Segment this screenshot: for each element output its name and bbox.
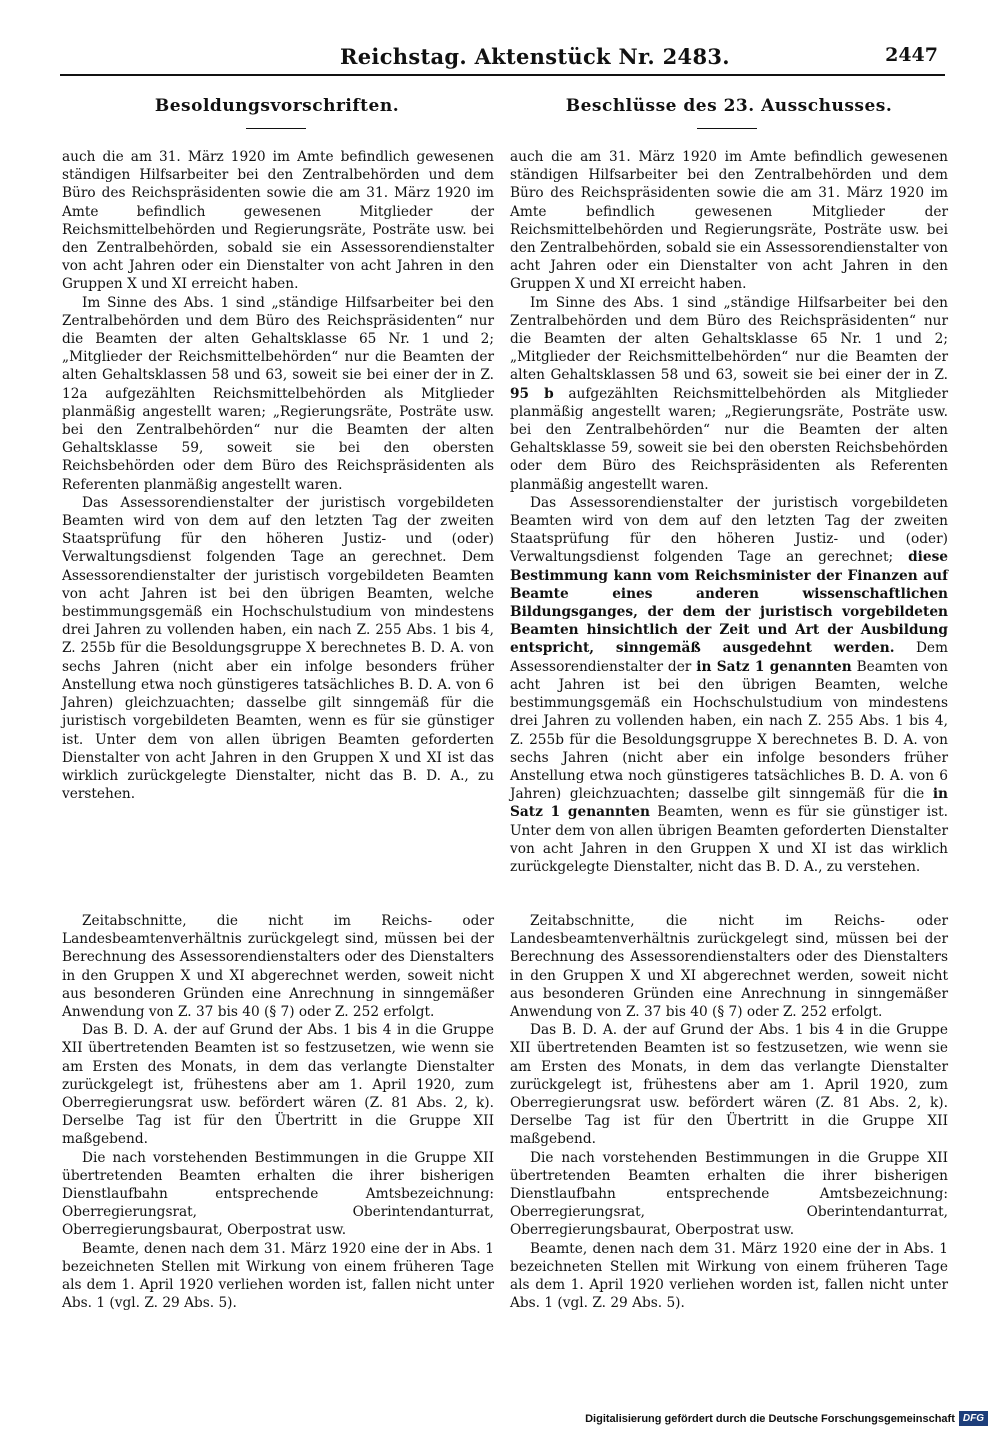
page-header [0,44,1000,74]
paragraph: auch die am 31. März 1920 im Amte befindlich gewesenen ständigen Hilfsarbeiter bei den Zentralbehörden und dem Büro des Reichspräsidenten sowie die am 31. März 1920 im Amte befindlich gewesenen Mitglieder der Reichsmittelbehörden und Regierungsräte, Posträte usw. bei den Zentralbehörden, sobald sie ein Assessorendienstalter von acht Jahren oder ein Dienstalter von acht Jahren in den Gruppen X und XI erreicht haben. [62,149,494,293]
paragraph: Beamte, denen nach dem 31. März 1920 eine der in Abs. 1 bezeichneten Stellen mit Wirkung von einem früheren Tage als dem 1. April 1920 verliehen worden ist, fallen nicht unter Abs. 1 (vgl. Z. 29 Abs. 5). [510,1240,948,1312]
paragraph: Im Sinne des Abs. 1 sind „ständige Hilfsarbeiter bei den Zentralbehörden und dem Büro des Reichspräsidenten“ nur die Beamten der alten Gehaltsklasse 65 Nr. 1 und 2; „Mitglieder der Reichsmittelbehörden“ nur die Beamten der alten Gehaltsklassen 58 und 63, soweit sie bei einer der in Z. 12a aufgezählten Reichsmittelbehörden als Mitglieder planmäßig angestellt waren; „Regierungsräte, Posträte usw. bei den Zentralbehörden“ nur die Beamten der alten Gehaltsklasse 59, soweit sie bei den obersten Reichsbehörden oder dem Büro des Reichspräsidenten als Referenten planmäßig angestellt waren. [62,294,494,493]
left-column-bottom [62,912,494,1312]
paragraph: Zeitabschnitte, die nicht im Reichs- oder Landesbeamtenverhältnis zurückgelegt sind, müssen bei der Berechnung des Assessorendienstalters oder des Dienstalters in den Gruppen X und XI abgerechnet werden, soweit nicht aus besonderen Gründen eine Anrechnung in sinngemäßer Anwendung von Z. 37 bis 40 (§ 7) oder Z. 252 erfolgt. [62,913,494,1021]
text-run: aufgezählten Reichsmittelbehörden als Mitglieder planmäßig angestellt waren; „Regierungsräte, Posträte usw. bei den Zentralbehörden“ nur die Beamten der alten Gehaltsklasse 59, soweit sie bei den obersten Reichsbehörden oder dem Büro des Reichspräsidenten als Referenten planmäßig angestellt waren. [510,385,948,493]
paragraph [510,294,948,494]
text-run: Das Assessorendienstalter der juristisch vorgebildeten Beamten wird von dem auf den letzten Tag der zweiten Staatsprüfung für den höheren Justiz- und (oder) Verwaltungsdienst folgenden Tage an gerechnet; [510,494,948,566]
emphasis-text: diese Bestimmung kann vom Reichsminister der Finanzen auf Beamte eines anderen wissenschaftlichen Bildungsganges, der dem der juristisch vorgebildeten Beamten hinsichtlich der Zeit und Art der Ausbildung entspricht, sinngemäß ausgedehnt werden. [510,549,948,657]
emphasis-text: in Satz 1 genannten [510,786,948,821]
right-heading-rule [697,128,757,129]
text-run: Beamten von acht Jahren ist bei den übrigen Beamten, welche bestimmungsgemäß ein Hochschulstudium von mindestens drei Jahren zu vollenden haben, ein nach Z. 255 Abs. 1 bis 4, Z. 255b für die Besoldungsgruppe X berechnetes B. D. A. von sechs Jahren (nicht aber ein infolge besonders früher Anstellung etwa noch günstigeres tatsächliches B. D. A. von 6 Jahren) gleichzuachten; dasselbe gilt sinngemäß für die [510,658,948,803]
header-rule [60,74,945,76]
paragraph: Das B. D. A. der auf Grund der Abs. 1 bis 4 in die Gruppe XII übertretenden Beamten ist so festzusetzen, wie wenn sie am Ersten des Monats, in dem das verlangte Dienstalter zurückgelegt ist, frühestens aber am 1. April 1920, zum Oberregierungsrat usw. befördert wären (Z. 81 Abs. 2, k). Derselbe Tag ist für den Übertritt in die Gruppe XII maßgebend. [62,1022,494,1148]
right-column-heading: Beschlüsse des 23. Ausschusses. [565,96,893,116]
funding-text: Digitalisierung gefördert durch die Deutsche Forschungsgemeinschaft [585,1412,955,1425]
paragraph: Das Assessorendienstalter der juristisch vorgebildeten Beamten wird von dem auf den letzten Tag der zweiten Staatsprüfung für den höheren Justiz- und (oder) Verwaltungsdienst folgenden Tage an gerechnet. Dem Assessorendienstalter der juristisch vorgebildeten Beamten von acht Jahren ist bei den übrigen Beamten, welche bestimmungsgemäß ein Hochschulstudium von mindestens drei Jahren zu vollenden haben, ein nach Z. 255 Abs. 1 bis 4, Z. 255b für die Besoldungsgruppe X berechnetes B. D. A. von sechs Jahren (nicht aber ein infolge besonders früher Anstellung etwa noch günstigeres tatsächliches B. D. A. von 6 Jahren) gleichzuachten; dasselbe gilt sinngemäß für die juristisch vorgebildeten Beamten, wenn es für sie günstiger ist. Unter dem von allen übrigen Beamten geforderten Dienstalter von acht Jahren in den Gruppen X und XI ist das wirklich zurückgelegte Dienstalter, nicht das B. D. A., zu verstehen. [62,494,494,803]
paragraph: Zeitabschnitte, die nicht im Reichs- oder Landesbeamtenverhältnis zurückgelegt sind, müssen bei der Berechnung des Assessorendienstalters oder des Dienstalters in den Gruppen X und XI abgerechnet werden, soweit nicht aus besonderen Gründen eine Anrechnung in sinngemäßer Anwendung von Z. 37 bis 40 (§ 7) oder Z. 252 erfolgt. [510,913,948,1021]
paragraph [510,494,948,876]
emphasis-text: 95 b [510,385,554,402]
paragraph: Die nach vorstehenden Bestimmungen in die Gruppe XII übertretenden Beamten erhalten die ihrer bisherigen Dienstlaufbahn entsprechende Amtsbezeichnung: Oberregierungsrat, Oberintendanturrat, Oberregierungsbaurat, Oberpostrat usw. [62,1149,494,1239]
paragraph: Beamte, denen nach dem 31. März 1920 eine der in Abs. 1 bezeichneten Stellen mit Wirkung von einem früheren Tage als dem 1. April 1920 verliehen worden ist, fallen nicht unter Abs. 1 (vgl. Z. 29 Abs. 5). [62,1240,494,1312]
left-heading-rule [246,128,306,129]
dfg-logo: DFG [959,1411,988,1426]
paragraph: Die nach vorstehenden Bestimmungen in die Gruppe XII übertretenden Beamten erhalten die ihrer bisherigen Dienstlaufbahn entsprechende Amtsbezeichnung: Oberregierungsrat, Oberintendanturrat, Oberregierungsbaurat, Oberpostrat usw. [510,1149,948,1239]
funding-footer [585,1411,988,1426]
paragraph: Das B. D. A. der auf Grund der Abs. 1 bis 4 in die Gruppe XII übertretenden Beamten ist so festzusetzen, wie wenn sie am Ersten des Monats, in dem das verlangte Dienstalter zurückgelegt ist, frühestens aber am 1. April 1920, zum Oberregierungsrat usw. befördert wären (Z. 81 Abs. 2, k). Derselbe Tag ist für den Übertritt in die Gruppe XII maßgebend. [510,1022,948,1148]
left-column-heading: Besoldungsvorschriften. [154,96,400,116]
text-run: Dem Assessorendienstalter der [510,640,948,675]
page-number: 2447 [885,44,938,66]
emphasis-text: in Satz 1 genannten [696,658,852,675]
paragraph: auch die am 31. März 1920 im Amte befindlich gewesenen ständigen Hilfsarbeiter bei den Zentralbehörden und dem Büro des Reichspräsidenten sowie die am 31. März 1920 im Amte befindlich gewesenen Mitglieder der Reichsmittelbehörden und Regierungsräte, Posträte usw. bei den Zentralbehörden, sobald sie ein Assessorendienstalter von acht Jahren oder ein Dienstalter von acht Jahren in den Gruppen X und XI erreicht haben. [510,149,948,293]
document-title: Reichstag. Aktenstück Nr. 2483. [340,44,730,69]
left-column-top [62,148,494,803]
text-run: Beamten, wenn es für sie günstiger ist. Unter dem von allen übrigen Beamten geforderten Dienstalter von acht Jahren in den Gruppen X und XI ist das wirklich zurückgelegte Dienstalter, nicht das B. D. A., zu verstehen. [510,804,949,875]
right-column-top [510,148,948,876]
right-column-bottom [510,912,948,1312]
text-run: Im Sinne des Abs. 1 sind „ständige Hilfsarbeiter bei den Zentralbehörden und dem Büro des Reichspräsidenten“ nur die Beamten der alten Gehaltsklasse 65 Nr. 1 und 2; „Mitglieder der Reichsmittelbehörden“ nur die Beamten der alten Gehaltsklassen 58 und 63, soweit sie bei einer der in Z. [510,294,948,384]
